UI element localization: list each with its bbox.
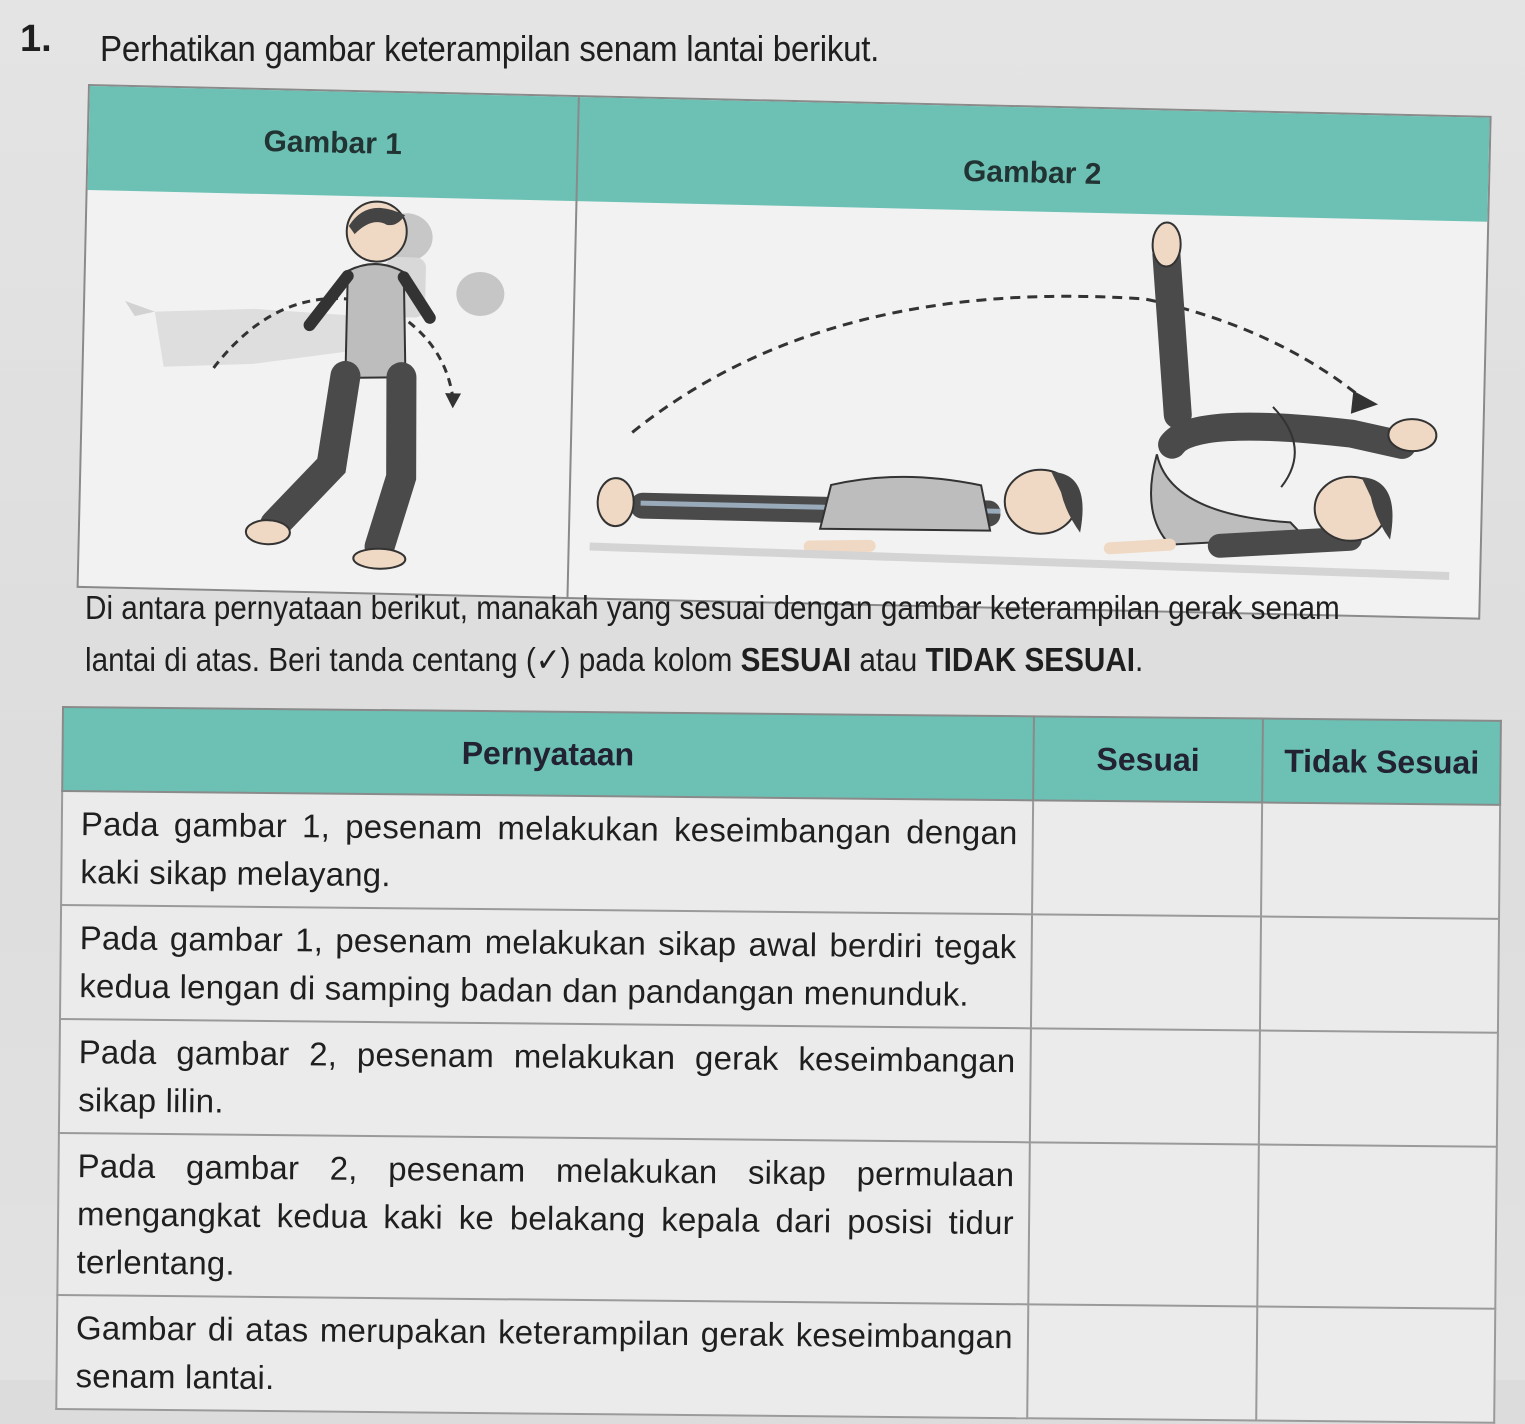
rolling-figure: [1110, 221, 1441, 555]
header-sesuai: Sesuai: [1033, 716, 1263, 802]
instruction-tidak-sesuai: TIDAK SESUAI: [925, 641, 1136, 678]
figure-1-label: Gambar 1: [263, 125, 403, 162]
sesuai-checkbox-cell[interactable]: [1031, 914, 1262, 1030]
instruction-end: .: [1135, 641, 1144, 678]
sesuai-checkbox-cell[interactable]: [1032, 800, 1263, 916]
tidak-sesuai-checkbox-cell[interactable]: [1258, 1145, 1497, 1309]
figure-2-label: Gambar 2: [962, 154, 1102, 192]
table-header-row: [62, 707, 1501, 805]
figure-2-illustration: [568, 201, 1487, 618]
table-row: [56, 1295, 1495, 1423]
sesuai-checkbox-cell[interactable]: [1030, 1028, 1261, 1144]
statement-cell: Gambar di atas merupakan keterampilan gerak keseimbangan senam lantai.: [56, 1295, 1028, 1418]
statement-cell: Pada gambar 2, pesenam melakukan sikap permulaan mengangkat kedua kaki ke belakang kepala dari posisi tidur terlentang.: [57, 1133, 1029, 1304]
table-row: [60, 905, 1499, 1033]
tidak-sesuai-checkbox-cell[interactable]: [1261, 803, 1500, 919]
lying-figure: [597, 460, 1084, 553]
statement-cell: Pada gambar 1, pesenam melakukan sikap awal berdiri tegak kedua lengan di samping badan dan pandangan menunduk.: [60, 905, 1032, 1028]
header-pernyataan: Pernyataan: [62, 707, 1034, 800]
statement-cell: Pada gambar 1, pesenam melakukan keseimbangan dengan kaki sikap melayang.: [61, 791, 1033, 914]
front-walkover-illustration: [79, 190, 576, 597]
candle-stand-illustration: [568, 201, 1487, 618]
header-tidak-sesuai: Tidak Sesuai: [1262, 719, 1500, 805]
statement-cell: Pada gambar 2, pesenam melakukan gerak keseimbangan sikap lilin.: [59, 1019, 1031, 1142]
figure-1-illustration: [79, 190, 576, 597]
instruction-text: [85, 582, 1363, 686]
question-intro: Perhatikan gambar keterampilan senam lantai berikut.: [100, 28, 880, 69]
instruction-atau: atau: [851, 641, 926, 678]
sesuai-checkbox-cell[interactable]: [1028, 1142, 1259, 1306]
tidak-sesuai-checkbox-cell[interactable]: [1259, 1031, 1498, 1147]
table-row: [61, 791, 1500, 919]
ghost-poses: [124, 207, 507, 375]
table-row: [59, 1019, 1498, 1147]
figure-table: [77, 84, 1492, 620]
tidak-sesuai-checkbox-cell[interactable]: [1260, 917, 1499, 1033]
tidak-sesuai-checkbox-cell[interactable]: [1257, 1307, 1496, 1423]
question-number: 1.: [20, 18, 52, 60]
instruction-sesuai: SESUAI: [740, 641, 852, 678]
sesuai-checkbox-cell[interactable]: [1027, 1304, 1258, 1420]
instruction-part1: Di antara pernyataan berikut, manakah yang sesuai dengan gambar keterampilan gerak senam lantai di atas. Beri tanda centang (✓) pada kolom: [85, 589, 1340, 678]
statement-table: [55, 706, 1502, 1424]
table-row: [57, 1133, 1496, 1309]
